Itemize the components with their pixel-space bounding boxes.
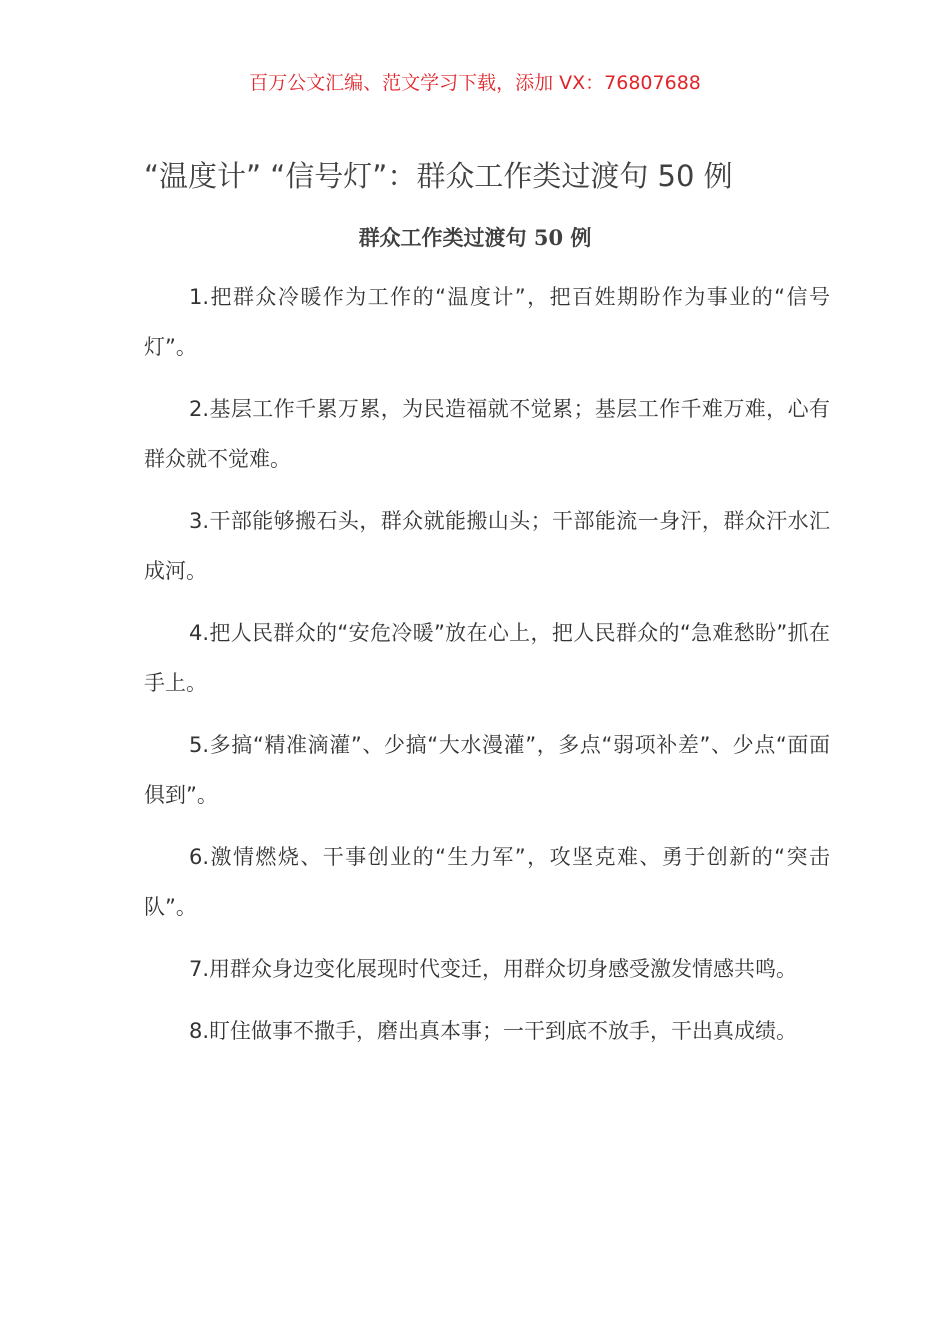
paragraph: 2.基层工作千累万累，为民造福就不觉累；基层工作千难万难，心有群众就不觉难。 [144, 397, 830, 471]
paragraph: 6.激情燃烧、干事创业的“生力军”，攻坚克难、勇于创新的“突击队”。 [144, 845, 830, 919]
paragraph: 4.把人民群众的“安危冷暖”放在心上，把人民群众的“急难愁盼”抓在手上。 [144, 621, 830, 695]
paragraph: 1.把群众冷暖作为工作的“温度计”，把百姓期盼作为事业的“信号灯”。 [144, 285, 830, 359]
page-title: “温度计” “信号灯”：群众工作类过渡句 50 例 [144, 159, 733, 193]
paragraph: 7.用群众身边变化展现时代变迁，用群众切身感受激发情感共鸣。 [189, 957, 798, 981]
subtitle: 群众工作类过渡句 50 例 [358, 225, 592, 250]
paragraph: 8.盯住做事不撒手，磨出真本事；一干到底不放手，干出真成绩。 [189, 1019, 798, 1043]
paragraph: 5.多搞“精准滴灌”、少搞“大水漫灌”，多点“弱项补差”、少点“面面俱到”。 [144, 733, 830, 807]
document-body [144, 272, 830, 1068]
watermark-banner: 百万公文汇编、范文学习下载，添加 VX：76807688 [249, 72, 701, 94]
paragraph: 3.干部能够搬石头，群众就能搬山头；干部能流一身汗，群众汗水汇成河。 [144, 509, 830, 583]
